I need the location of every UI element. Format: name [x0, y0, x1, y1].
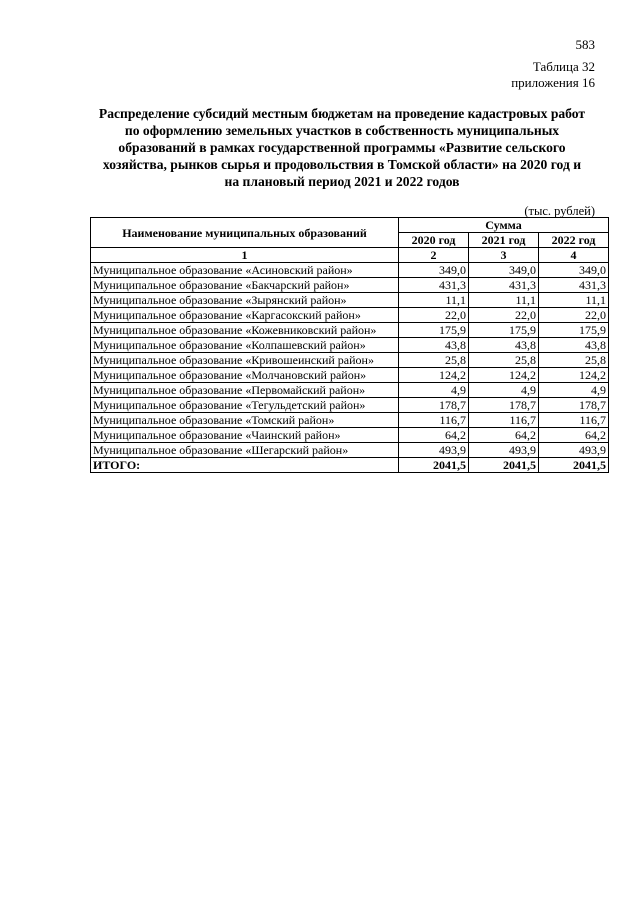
row-value-2022: 64,2 — [539, 428, 609, 443]
row-name: Муниципальное образование «Бакчарский район» — [91, 278, 399, 293]
header-year-2020: 2020 год — [399, 233, 469, 248]
column-number: 1 — [91, 248, 399, 263]
column-number: 3 — [469, 248, 539, 263]
row-value-2022: 22,0 — [539, 308, 609, 323]
row-value-2020: 349,0 — [399, 263, 469, 278]
row-value-2020: 64,2 — [399, 428, 469, 443]
row-value-2020: 493,9 — [399, 443, 469, 458]
table-reference — [511, 59, 595, 91]
table-row — [91, 443, 609, 458]
row-value-2020: 116,7 — [399, 413, 469, 428]
row-value-2021: 178,7 — [469, 398, 539, 413]
title-line: Распределение субсидий местным бюджетам на проведение кадастровых работ — [98, 106, 586, 121]
row-value-2021: 11,1 — [469, 293, 539, 308]
table-row — [91, 263, 609, 278]
total-label: ИТОГО: — [91, 458, 399, 473]
row-name: Муниципальное образование «Зырянский район» — [91, 293, 399, 308]
row-value-2021: 4,9 — [469, 383, 539, 398]
table-row — [91, 383, 609, 398]
header-year-2022: 2022 год — [539, 233, 609, 248]
column-number: 4 — [539, 248, 609, 263]
row-value-2020: 124,2 — [399, 368, 469, 383]
row-name: Муниципальное образование «Томский район» — [91, 413, 399, 428]
row-value-2022: 25,8 — [539, 353, 609, 368]
title-line: по оформлению земельных участков в собственность муниципальных — [124, 123, 560, 138]
row-name: Муниципальное образование «Кривошеинский район» — [91, 353, 399, 368]
subsidy-table — [90, 217, 609, 473]
row-name: Муниципальное образование «Шегарский район» — [91, 443, 399, 458]
row-value-2022: 4,9 — [539, 383, 609, 398]
row-value-2020: 175,9 — [399, 323, 469, 338]
table-row — [91, 278, 609, 293]
row-value-2021: 25,8 — [469, 353, 539, 368]
row-name: Муниципальное образование «Кожевниковский район» — [91, 323, 399, 338]
annex-number: приложения 16 — [511, 75, 595, 90]
row-value-2021: 124,2 — [469, 368, 539, 383]
header-row — [91, 218, 609, 233]
total-value-2021: 2041,5 — [469, 458, 539, 473]
row-name: Муниципальное образование «Чаинский район» — [91, 428, 399, 443]
header-sum: Сумма — [399, 218, 609, 233]
table-row — [91, 428, 609, 443]
row-name: Муниципальное образование «Каргасокский район» — [91, 308, 399, 323]
title-line: на плановый период 2021 и 2022 годов — [224, 174, 460, 189]
row-value-2021: 43,8 — [469, 338, 539, 353]
row-value-2020: 43,8 — [399, 338, 469, 353]
row-value-2020: 25,8 — [399, 353, 469, 368]
table-row — [91, 338, 609, 353]
table-row — [91, 323, 609, 338]
row-value-2021: 64,2 — [469, 428, 539, 443]
row-name: Муниципальное образование «Асиновский район» — [91, 263, 399, 278]
table-row — [91, 308, 609, 323]
table-row — [91, 368, 609, 383]
table-number: Таблица 32 — [532, 59, 595, 74]
title-line: образований в рамках государственной программы «Развитие сельского — [118, 140, 566, 155]
header-name: Наименование муниципальных образований — [91, 218, 399, 248]
table-row — [91, 413, 609, 428]
row-value-2022: 11,1 — [539, 293, 609, 308]
row-value-2020: 431,3 — [399, 278, 469, 293]
units-label: (тыс. рублей) — [524, 204, 595, 218]
row-value-2021: 116,7 — [469, 413, 539, 428]
column-numbers-row — [91, 248, 609, 263]
row-value-2022: 493,9 — [539, 443, 609, 458]
table-row — [91, 398, 609, 413]
total-value-2020: 2041,5 — [399, 458, 469, 473]
table-row — [91, 293, 609, 308]
row-value-2022: 349,0 — [539, 263, 609, 278]
row-value-2021: 22,0 — [469, 308, 539, 323]
row-value-2022: 175,9 — [539, 323, 609, 338]
row-value-2021: 175,9 — [469, 323, 539, 338]
row-value-2022: 116,7 — [539, 413, 609, 428]
document-title — [80, 105, 604, 190]
row-value-2022: 43,8 — [539, 338, 609, 353]
title-line: хозяйства, рынков сырья и продовольствия в Томской области» на 2020 год и — [102, 157, 582, 172]
row-value-2020: 22,0 — [399, 308, 469, 323]
row-value-2021: 431,3 — [469, 278, 539, 293]
row-name: Муниципальное образование «Тегульдетский район» — [91, 398, 399, 413]
row-value-2022: 124,2 — [539, 368, 609, 383]
page-number: 583 — [575, 37, 595, 52]
row-name: Муниципальное образование «Колпашевский район» — [91, 338, 399, 353]
row-name: Муниципальное образование «Первомайский район» — [91, 383, 399, 398]
row-value-2020: 4,9 — [399, 383, 469, 398]
column-number: 2 — [399, 248, 469, 263]
total-row — [91, 458, 609, 473]
row-value-2022: 431,3 — [539, 278, 609, 293]
row-value-2021: 349,0 — [469, 263, 539, 278]
total-value-2022: 2041,5 — [539, 458, 609, 473]
row-value-2020: 178,7 — [399, 398, 469, 413]
row-value-2022: 178,7 — [539, 398, 609, 413]
header-year-2021: 2021 год — [469, 233, 539, 248]
row-name: Муниципальное образование «Молчановский район» — [91, 368, 399, 383]
row-value-2021: 493,9 — [469, 443, 539, 458]
table-row — [91, 353, 609, 368]
row-value-2020: 11,1 — [399, 293, 469, 308]
